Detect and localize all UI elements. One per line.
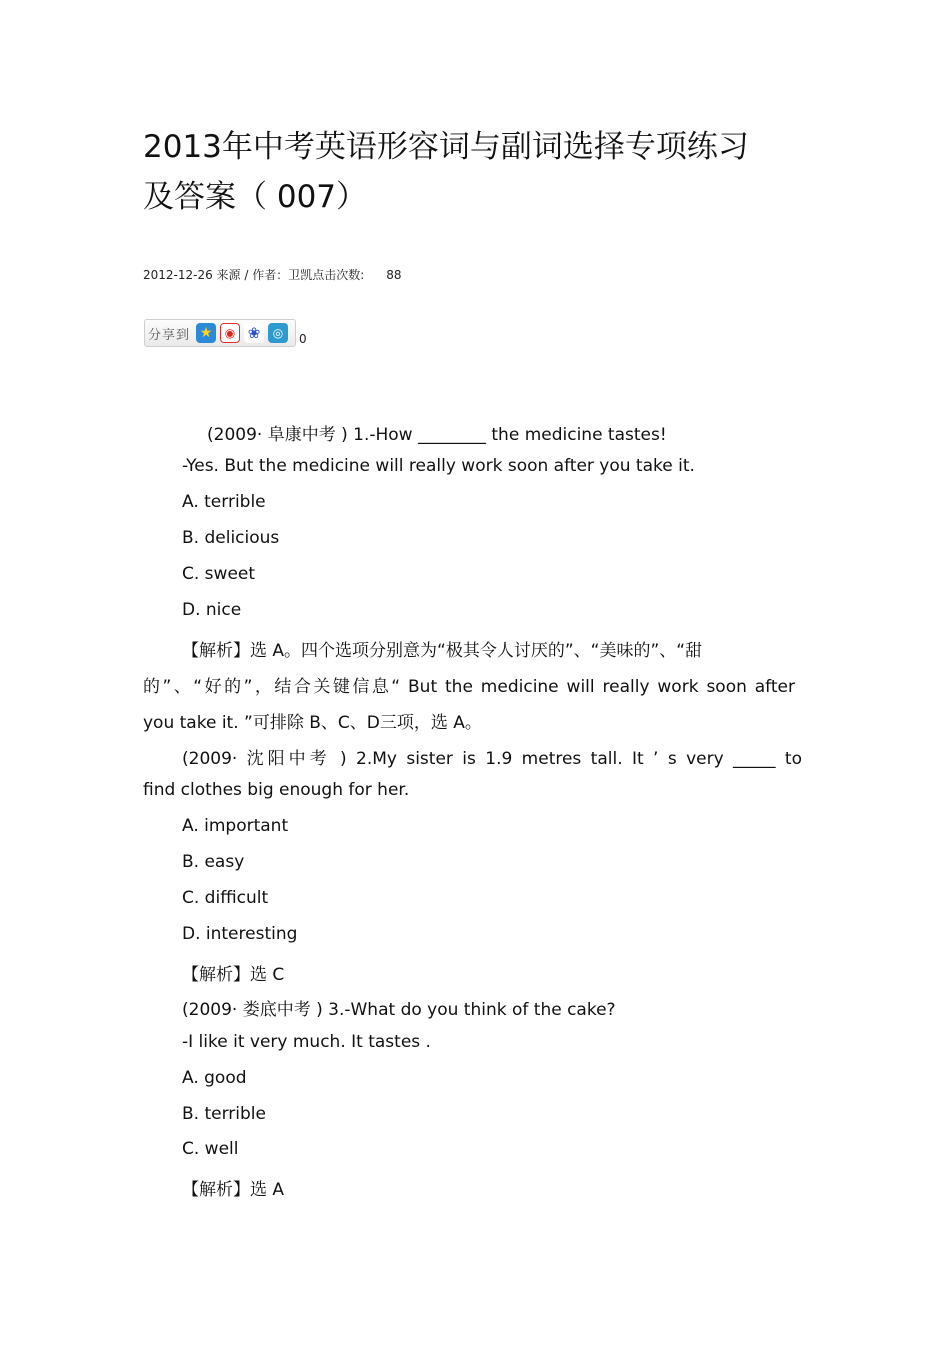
q2-stem-line-1: (2009· 沈阳中考 ) 2.My sister is 1.9 metres tall. It ’ s very _____ to [182, 749, 802, 769]
tencent-weibo-icon[interactable]: ◎ [268, 323, 288, 343]
q3-option-c: C. well [182, 1139, 239, 1159]
article-meta [143, 266, 402, 283]
weibo-icon[interactable]: ◉ [220, 323, 240, 343]
q3-analysis: 【解析】选 A [182, 1180, 285, 1200]
q1-analysis-line-2: 的”、“好的”，结合关键信息“ But the medicine will really work soon after [143, 677, 795, 697]
q1-analysis-line-1: 【解析】选 A。四个选项分别意为“极其令人讨厌的”、“美味的”、“甜 [182, 641, 703, 661]
q1-analysis-line-3: you take it. ”可排除 B、C、D三项，选 A。 [143, 713, 482, 733]
view-count: 88 [386, 268, 402, 282]
q1-option-b: B. delicious [182, 528, 280, 548]
q3-stem: (2009· 娄底中考 ) 3.-What do you think of the cake? [182, 1000, 616, 1020]
share-bar [144, 319, 307, 347]
q2-option-a: A. important [182, 816, 289, 836]
q3-option-a: A. good [182, 1068, 247, 1088]
share-box [144, 319, 296, 347]
q1-option-d: D. nice [182, 600, 242, 620]
q1-stem: (2009· 阜康中考 ) 1.-How ________ the medicine tastes! [207, 425, 667, 445]
q2-stem-line-2: find clothes big enough for her. [143, 780, 410, 800]
title-line-1: 2013年中考英语形容词与副词选择专项练习 [143, 129, 749, 165]
qzone-icon[interactable]: ★ [196, 323, 216, 343]
q2-option-d: D. interesting [182, 924, 298, 944]
q3-reply: -I like it very much. It tastes . [182, 1032, 431, 1052]
article-title [143, 122, 783, 222]
title-line-2: 及答案（ 007） [143, 179, 368, 215]
meta-info: 2012-12-26 来源 / 作者：卫凯点击次数: [143, 268, 365, 282]
q2-analysis: 【解析】选 C [182, 965, 285, 985]
q1-option-c: C. sweet [182, 564, 256, 584]
share-count: 0 [299, 332, 307, 346]
q1-reply: -Yes. But the medicine will really work soon after you take it. [182, 456, 695, 476]
q1-option-a: A. terrible [182, 492, 266, 512]
q3-option-b: B. terrible [182, 1104, 266, 1124]
q2-option-b: B. easy [182, 852, 245, 872]
share-label: 分享到 [148, 327, 191, 343]
baidu-icon[interactable]: ❀ [244, 323, 264, 343]
q2-option-c: C. difficult [182, 888, 269, 908]
